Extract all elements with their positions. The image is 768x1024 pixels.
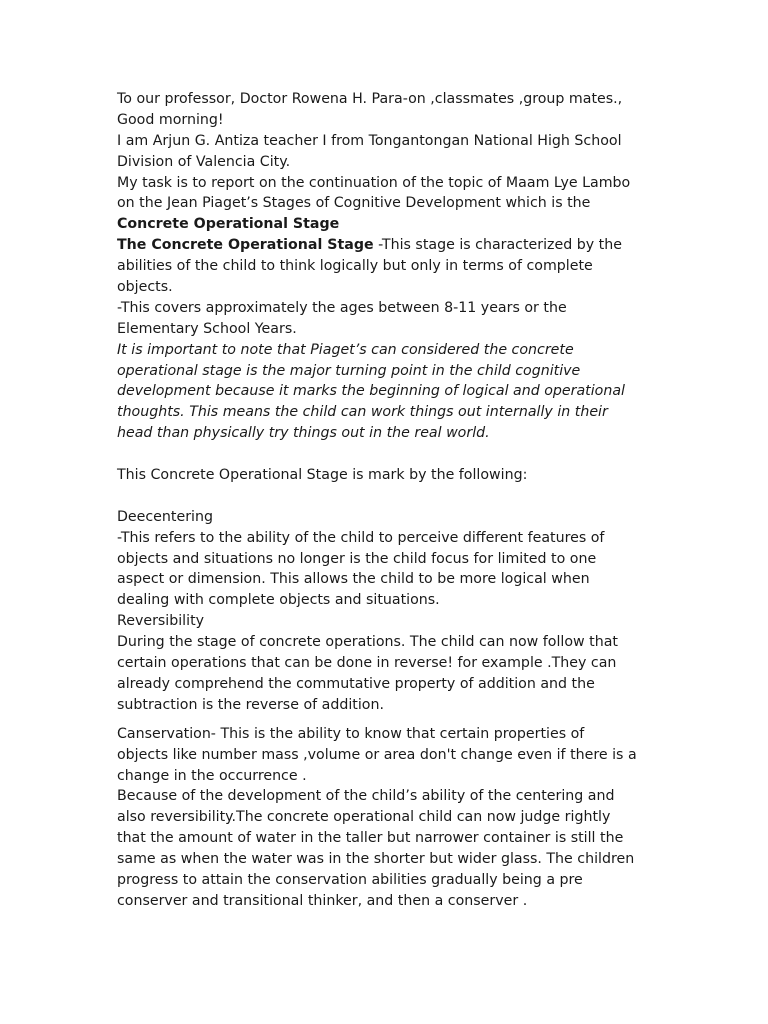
paragraph-gap <box>117 444 677 465</box>
decentering-line-1: -This refers to the ability of the child to perceive different features of <box>117 529 605 546</box>
conservation-line-4: Because of the development of the child’s ability of the centering and <box>117 788 615 805</box>
decentering-line-2: objects and situations no longer is the child focus for limited to one <box>117 550 597 567</box>
decentering-line-4: dealing with complete objects and situations. <box>117 592 440 609</box>
definition-line-2: abilities of the child to think logically but only in terms of complete <box>117 258 593 275</box>
note-line-5: head than physically try things out in the real world. <box>117 425 490 442</box>
definition-line-3: objects. <box>117 279 173 296</box>
task-line-2: on the Jean Piaget’s Stages of Cognitive Development which is the <box>117 195 591 212</box>
conservation-line-6: that the amount of water in the taller but narrower container is still the <box>117 830 624 847</box>
section-heading: Concrete Operational Stage <box>117 216 340 233</box>
conservation-line-3: change in the occurrence . <box>117 767 307 784</box>
conservation-line-2: objects like number mass ,volume or area don't change even if there is a <box>117 746 637 763</box>
definition-term: The Concrete Operational Stage <box>117 237 374 254</box>
task-line-1: My task is to report on the continuation of the topic of Maam Lye Lambo <box>117 174 631 191</box>
decentering-line-3: aspect or dimension. This allows the child to be more logical when <box>117 571 590 588</box>
decentering-title: Deecentering <box>117 508 213 525</box>
greeting-line-2: Good morning! <box>117 111 224 128</box>
reversibility-line-1: During the stage of concrete operations. The child can now follow that <box>117 634 618 651</box>
conservation-line-5: also reversibility.The concrete operational child can now judge rightly <box>117 809 611 826</box>
following-intro: This Concrete Operational Stage is mark by the following: <box>117 467 528 484</box>
conservation-line-1: Canservation- This is the ability to know that certain properties of <box>117 725 585 742</box>
conservation-line-9: conserver and transitional thinker, and then a conserver . <box>117 892 528 909</box>
greeting-line-1: To our professor, Doctor Rowena H. Para-on ,classmates ,group mates., <box>117 91 623 107</box>
ages-line-2: Elementary School Years. <box>117 320 297 337</box>
note-line-3: development because it marks the beginning of logical and operational <box>117 383 625 400</box>
ages-line-1: -This covers approximately the ages between 8-11 years or the <box>117 299 567 316</box>
paragraph-gap <box>117 716 677 724</box>
definition-text: -This stage is characterized by the <box>373 237 622 254</box>
reversibility-line-2: certain operations that can be done in reverse! for example .They can <box>117 655 617 672</box>
intro-line-2: Division of Valencia City. <box>117 153 291 170</box>
note-line-2: operational stage is the major turning point in the child cognitive <box>117 362 581 379</box>
conservation-line-7: same as when the water was in the shorter but wider glass. The children <box>117 851 635 868</box>
definition-line-1 <box>117 235 677 256</box>
paragraph-gap <box>117 486 677 507</box>
reversibility-title: Reversibility <box>117 613 205 630</box>
note-line-1: It is important to note that Piaget’s can considered the concrete <box>117 341 574 358</box>
conservation-line-8: progress to attain the conservation abilities gradually being a pre <box>117 871 583 888</box>
reversibility-line-3: already comprehend the commutative property of addition and the <box>117 675 595 692</box>
reversibility-line-4: subtraction is the reverse of addition. <box>117 696 384 713</box>
document-body <box>117 89 677 912</box>
intro-line-1: I am Arjun G. Antiza teacher I from Tongantongan National High School <box>117 132 622 149</box>
note-line-4: thoughts. This means the child can work things out internally in their <box>117 404 608 421</box>
